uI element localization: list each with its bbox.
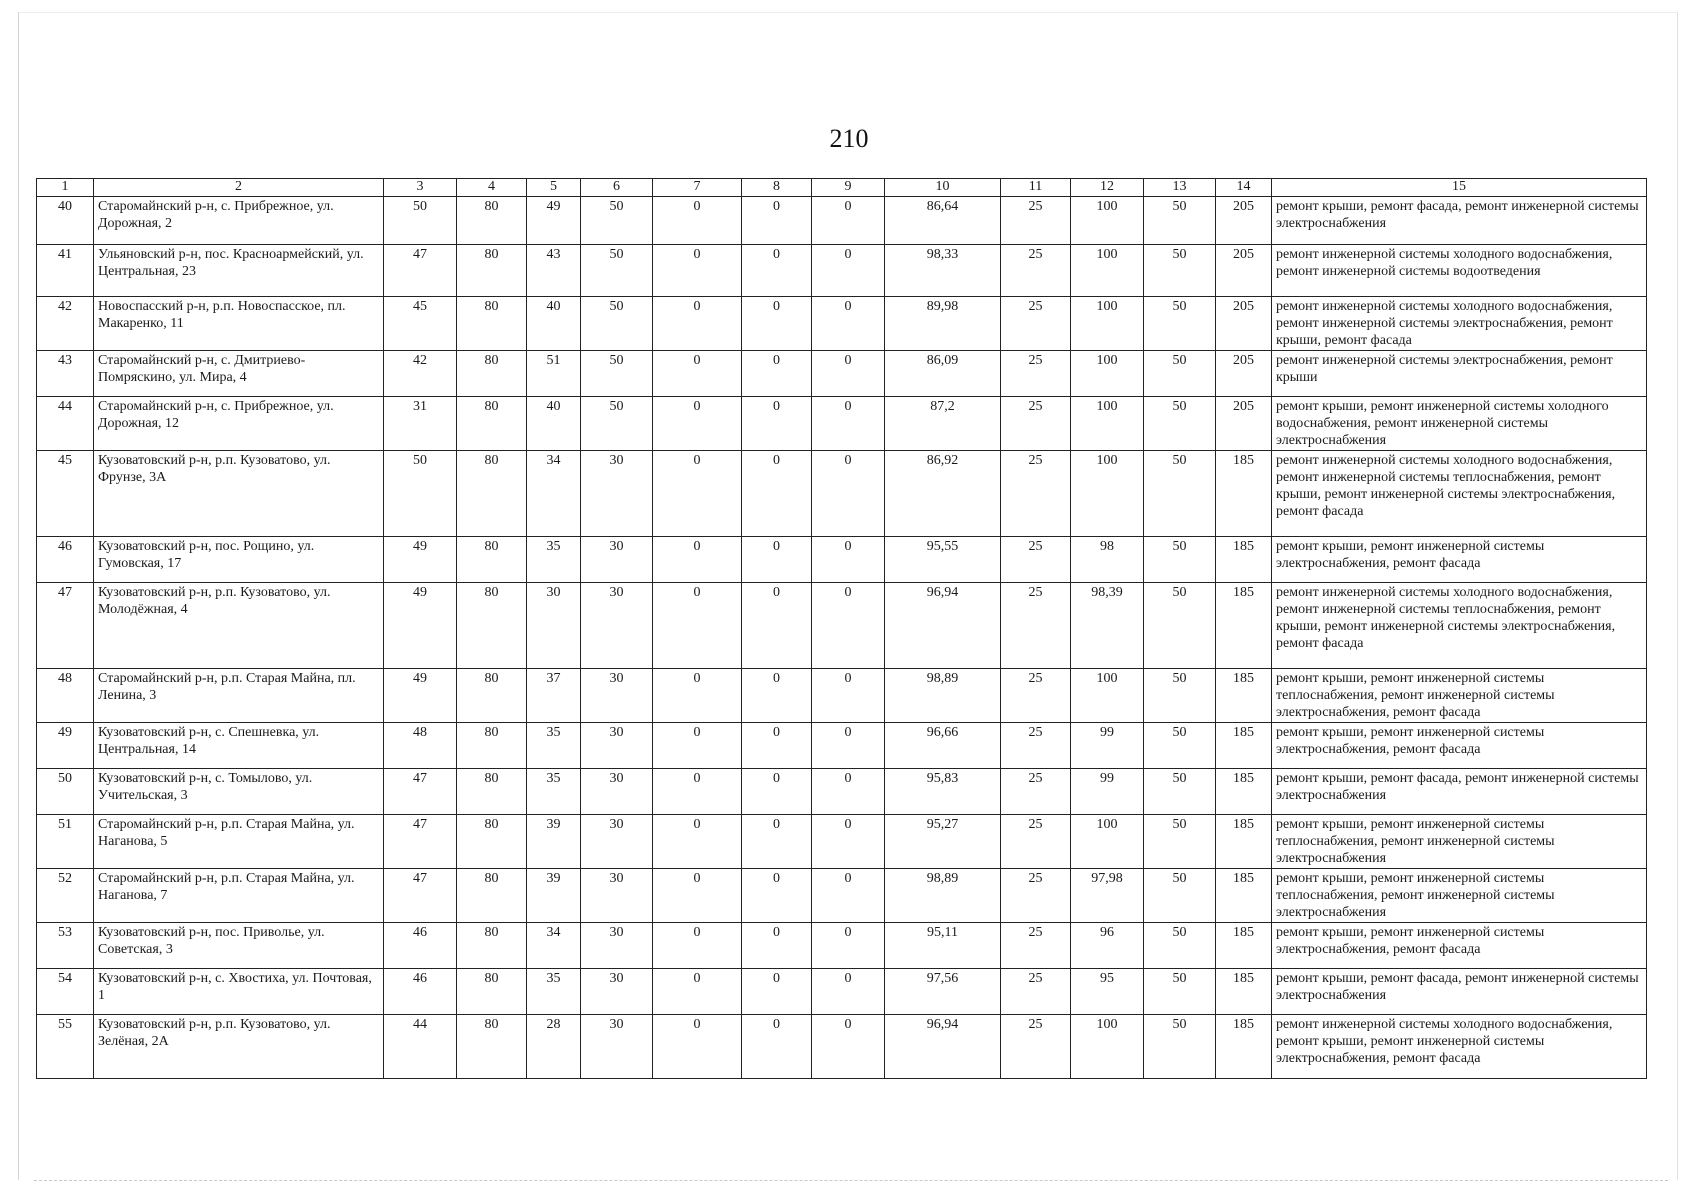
address-cell: Кузоватовский р-н, с. Хвостиха, ул. Почтовая, 1 (94, 969, 384, 1015)
works-cell: ремонт крыши, ремонт инженерной системы холодного водоснабжения, ремонт инженерной системы электроснабжения (1272, 397, 1647, 451)
column-header: 14 (1216, 179, 1272, 197)
value-cell: 96,66 (885, 723, 1001, 769)
row-number-cell: 44 (37, 397, 94, 451)
value-cell: 0 (742, 1015, 812, 1079)
value-cell: 30 (581, 1015, 653, 1079)
value-cell: 98,89 (885, 869, 1001, 923)
address-cell: Кузоватовский р-н, с. Спешневка, ул. Центральная, 14 (94, 723, 384, 769)
value-cell: 0 (653, 451, 742, 537)
value-cell: 0 (653, 869, 742, 923)
value-cell: 0 (742, 397, 812, 451)
value-cell: 0 (742, 923, 812, 969)
value-cell: 96,94 (885, 1015, 1001, 1079)
value-cell: 86,92 (885, 451, 1001, 537)
value-cell: 35 (527, 769, 581, 815)
works-cell: ремонт инженерной системы холодного водоснабжения, ремонт инженерной системы водоотведения (1272, 245, 1647, 297)
value-cell: 86,09 (885, 351, 1001, 397)
value-cell: 50 (1144, 451, 1216, 537)
value-cell: 25 (1001, 723, 1071, 769)
value-cell: 80 (457, 815, 527, 869)
value-cell: 49 (527, 197, 581, 245)
column-header: 1 (37, 179, 94, 197)
works-cell: ремонт инженерной системы холодного водоснабжения, ремонт крыши, ремонт инженерной системы электроснабжения, ремонт фасада (1272, 1015, 1647, 1079)
value-cell: 0 (653, 537, 742, 583)
works-cell: ремонт крыши, ремонт инженерной системы электроснабжения, ремонт фасада (1272, 923, 1647, 969)
value-cell: 98,33 (885, 245, 1001, 297)
value-cell: 50 (1144, 197, 1216, 245)
value-cell: 30 (581, 669, 653, 723)
value-cell: 25 (1001, 969, 1071, 1015)
value-cell: 0 (742, 197, 812, 245)
value-cell: 0 (653, 669, 742, 723)
value-cell: 0 (812, 923, 885, 969)
value-cell: 80 (457, 723, 527, 769)
row-number-cell: 50 (37, 769, 94, 815)
value-cell: 0 (812, 245, 885, 297)
value-cell: 95,27 (885, 815, 1001, 869)
value-cell: 0 (812, 351, 885, 397)
value-cell: 80 (457, 537, 527, 583)
value-cell: 87,2 (885, 397, 1001, 451)
address-cell: Кузоватовский р-н, пос. Рощино, ул. Гумовская, 17 (94, 537, 384, 583)
value-cell: 50 (1144, 769, 1216, 815)
value-cell: 25 (1001, 769, 1071, 815)
works-cell: ремонт крыши, ремонт инженерной системы электроснабжения, ремонт фасада (1272, 537, 1647, 583)
value-cell: 25 (1001, 669, 1071, 723)
value-cell: 100 (1071, 669, 1144, 723)
value-cell: 185 (1216, 969, 1272, 1015)
value-cell: 0 (812, 869, 885, 923)
value-cell: 49 (384, 669, 457, 723)
value-cell: 0 (742, 969, 812, 1015)
value-cell: 185 (1216, 537, 1272, 583)
value-cell: 0 (812, 583, 885, 669)
value-cell: 49 (384, 583, 457, 669)
register-table (36, 178, 1647, 1079)
page-number: 210 (829, 124, 869, 153)
value-cell: 0 (742, 351, 812, 397)
column-header: 10 (885, 179, 1001, 197)
value-cell: 0 (812, 1015, 885, 1079)
column-header: 7 (653, 179, 742, 197)
value-cell: 25 (1001, 351, 1071, 397)
value-cell: 50 (1144, 669, 1216, 723)
value-cell: 97,56 (885, 969, 1001, 1015)
value-cell: 40 (527, 397, 581, 451)
value-cell: 80 (457, 197, 527, 245)
row-number-cell: 43 (37, 351, 94, 397)
value-cell: 185 (1216, 451, 1272, 537)
value-cell: 44 (384, 1015, 457, 1079)
works-cell: ремонт крыши, ремонт инженерной системы теплоснабжения, ремонт инженерной системы электроснабжения (1272, 869, 1647, 923)
address-cell: Старомайнский р-н, р.п. Старая Майна, ул. Наганова, 5 (94, 815, 384, 869)
value-cell: 80 (457, 1015, 527, 1079)
value-cell: 98 (1071, 537, 1144, 583)
value-cell: 30 (527, 583, 581, 669)
value-cell: 50 (1144, 923, 1216, 969)
value-cell: 50 (1144, 537, 1216, 583)
value-cell: 48 (384, 723, 457, 769)
value-cell: 0 (653, 297, 742, 351)
value-cell: 0 (742, 297, 812, 351)
value-cell: 42 (384, 351, 457, 397)
row-number-cell: 45 (37, 451, 94, 537)
value-cell: 50 (1144, 397, 1216, 451)
value-cell: 95,83 (885, 769, 1001, 815)
works-cell: ремонт крыши, ремонт инженерной системы теплоснабжения, ремонт инженерной системы электроснабжения, ремонт фасада (1272, 669, 1647, 723)
value-cell: 0 (812, 451, 885, 537)
table-row (37, 451, 1647, 537)
value-cell: 45 (384, 297, 457, 351)
value-cell: 0 (653, 583, 742, 669)
value-cell: 47 (384, 245, 457, 297)
value-cell: 25 (1001, 397, 1071, 451)
row-number-cell: 46 (37, 537, 94, 583)
value-cell: 205 (1216, 245, 1272, 297)
value-cell: 185 (1216, 1015, 1272, 1079)
address-cell: Старомайнский р-н, с. Прибрежное, ул. Дорожная, 12 (94, 397, 384, 451)
value-cell: 50 (1144, 583, 1216, 669)
value-cell: 96,94 (885, 583, 1001, 669)
value-cell: 50 (1144, 1015, 1216, 1079)
value-cell: 185 (1216, 869, 1272, 923)
address-cell: Старомайнский р-н, р.п. Старая Майна, пл. Ленина, 3 (94, 669, 384, 723)
value-cell: 50 (581, 197, 653, 245)
value-cell: 43 (527, 245, 581, 297)
value-cell: 80 (457, 397, 527, 451)
value-cell: 50 (1144, 245, 1216, 297)
value-cell: 30 (581, 869, 653, 923)
table-row (37, 297, 1647, 351)
row-number-cell: 48 (37, 669, 94, 723)
works-cell: ремонт инженерной системы холодного водоснабжения, ремонт инженерной системы электроснабжения, ремонт крыши, ремонт фасада (1272, 297, 1647, 351)
value-cell: 50 (1144, 869, 1216, 923)
value-cell: 25 (1001, 245, 1071, 297)
value-cell: 0 (812, 969, 885, 1015)
value-cell: 34 (527, 923, 581, 969)
table-header (37, 179, 1647, 197)
value-cell: 0 (653, 351, 742, 397)
value-cell: 50 (1144, 297, 1216, 351)
row-number-cell: 53 (37, 923, 94, 969)
value-cell: 25 (1001, 583, 1071, 669)
value-cell: 0 (812, 769, 885, 815)
value-cell: 0 (653, 245, 742, 297)
row-number-cell: 47 (37, 583, 94, 669)
value-cell: 47 (384, 869, 457, 923)
row-number-cell: 54 (37, 969, 94, 1015)
row-number-cell: 51 (37, 815, 94, 869)
address-cell: Кузоватовский р-н, пос. Приволье, ул. Советская, 3 (94, 923, 384, 969)
works-cell: ремонт крыши, ремонт фасада, ремонт инженерной системы электроснабжения (1272, 769, 1647, 815)
value-cell: 25 (1001, 197, 1071, 245)
value-cell: 30 (581, 451, 653, 537)
row-number-cell: 55 (37, 1015, 94, 1079)
value-cell: 0 (653, 923, 742, 969)
value-cell: 100 (1071, 397, 1144, 451)
value-cell: 185 (1216, 769, 1272, 815)
row-number-cell: 41 (37, 245, 94, 297)
value-cell: 25 (1001, 297, 1071, 351)
value-cell: 98,89 (885, 669, 1001, 723)
value-cell: 50 (581, 351, 653, 397)
column-header: 12 (1071, 179, 1144, 197)
address-cell: Ульяновский р-н, пос. Красноармейский, ул. Центральная, 23 (94, 245, 384, 297)
value-cell: 205 (1216, 351, 1272, 397)
value-cell: 0 (812, 297, 885, 351)
works-cell: ремонт крыши, ремонт фасада, ремонт инженерной системы электроснабжения (1272, 197, 1647, 245)
value-cell: 50 (581, 245, 653, 297)
column-number-row (37, 179, 1647, 197)
address-cell: Кузоватовский р-н, р.п. Кузоватово, ул. Зелёная, 2А (94, 1015, 384, 1079)
value-cell: 50 (1144, 351, 1216, 397)
value-cell: 100 (1071, 297, 1144, 351)
table-row (37, 245, 1647, 297)
value-cell: 86,64 (885, 197, 1001, 245)
value-cell: 96 (1071, 923, 1144, 969)
value-cell: 0 (742, 769, 812, 815)
column-header: 11 (1001, 179, 1071, 197)
value-cell: 80 (457, 669, 527, 723)
value-cell: 99 (1071, 723, 1144, 769)
value-cell: 0 (653, 769, 742, 815)
value-cell: 0 (653, 815, 742, 869)
value-cell: 35 (527, 969, 581, 1015)
value-cell: 205 (1216, 197, 1272, 245)
value-cell: 100 (1071, 351, 1144, 397)
table-row (37, 769, 1647, 815)
value-cell: 80 (457, 351, 527, 397)
row-number-cell: 49 (37, 723, 94, 769)
value-cell: 40 (527, 297, 581, 351)
address-cell: Кузоватовский р-н, р.п. Кузоватово, ул. Молодёжная, 4 (94, 583, 384, 669)
value-cell: 0 (742, 869, 812, 923)
works-cell: ремонт инженерной системы холодного водоснабжения, ремонт инженерной системы теплоснабжения, ремонт крыши, ремонт инженерной системы электроснабжения, ремонт фасада (1272, 451, 1647, 537)
column-header: 2 (94, 179, 384, 197)
value-cell: 50 (1144, 723, 1216, 769)
works-cell: ремонт крыши, ремонт инженерной системы теплоснабжения, ремонт инженерной системы электроснабжения (1272, 815, 1647, 869)
table-row (37, 923, 1647, 969)
column-header: 8 (742, 179, 812, 197)
value-cell: 50 (1144, 969, 1216, 1015)
value-cell: 95,55 (885, 537, 1001, 583)
table-row (37, 537, 1647, 583)
value-cell: 0 (742, 245, 812, 297)
value-cell: 0 (653, 397, 742, 451)
table-row (37, 351, 1647, 397)
works-cell: ремонт крыши, ремонт фасада, ремонт инженерной системы электроснабжения (1272, 969, 1647, 1015)
value-cell: 185 (1216, 669, 1272, 723)
column-header: 13 (1144, 179, 1216, 197)
table-row (37, 197, 1647, 245)
value-cell: 0 (812, 815, 885, 869)
value-cell: 80 (457, 969, 527, 1015)
value-cell: 205 (1216, 297, 1272, 351)
value-cell: 25 (1001, 537, 1071, 583)
value-cell: 0 (812, 397, 885, 451)
value-cell: 30 (581, 583, 653, 669)
value-cell: 0 (812, 723, 885, 769)
value-cell: 80 (457, 583, 527, 669)
address-cell: Старомайнский р-н, с. Дмитриево-Помряскино, ул. Мира, 4 (94, 351, 384, 397)
value-cell: 51 (527, 351, 581, 397)
value-cell: 50 (384, 451, 457, 537)
value-cell: 100 (1071, 245, 1144, 297)
value-cell: 80 (457, 451, 527, 537)
table-row (37, 669, 1647, 723)
scan-bottom-edge (34, 1180, 1668, 1181)
value-cell: 99 (1071, 769, 1144, 815)
works-cell: ремонт инженерной системы электроснабжения, ремонт крыши (1272, 351, 1647, 397)
table-row (37, 397, 1647, 451)
value-cell: 98,39 (1071, 583, 1144, 669)
table-row (37, 815, 1647, 869)
value-cell: 205 (1216, 397, 1272, 451)
value-cell: 0 (742, 723, 812, 769)
value-cell: 0 (742, 451, 812, 537)
table-row (37, 969, 1647, 1015)
value-cell: 46 (384, 923, 457, 969)
works-cell: ремонт инженерной системы холодного водоснабжения, ремонт инженерной системы теплоснабжения, ремонт крыши, ремонт инженерной системы электроснабжения, ремонт фасада (1272, 583, 1647, 669)
value-cell: 185 (1216, 583, 1272, 669)
value-cell: 100 (1071, 1015, 1144, 1079)
value-cell: 80 (457, 923, 527, 969)
value-cell: 49 (384, 537, 457, 583)
column-header: 15 (1272, 179, 1647, 197)
value-cell: 47 (384, 815, 457, 869)
table-body (37, 197, 1647, 1079)
value-cell: 50 (581, 397, 653, 451)
value-cell: 0 (653, 969, 742, 1015)
value-cell: 0 (812, 669, 885, 723)
value-cell: 30 (581, 815, 653, 869)
value-cell: 185 (1216, 723, 1272, 769)
value-cell: 50 (1144, 815, 1216, 869)
value-cell: 34 (527, 451, 581, 537)
address-cell: Старомайнский р-н, р.п. Старая Майна, ул. Наганова, 7 (94, 869, 384, 923)
value-cell: 50 (384, 197, 457, 245)
value-cell: 80 (457, 869, 527, 923)
address-cell: Старомайнский р-н, с. Прибрежное, ул. Дорожная, 2 (94, 197, 384, 245)
value-cell: 25 (1001, 815, 1071, 869)
column-header: 6 (581, 179, 653, 197)
value-cell: 185 (1216, 815, 1272, 869)
value-cell: 30 (581, 537, 653, 583)
value-cell: 35 (527, 723, 581, 769)
table-row (37, 1015, 1647, 1079)
value-cell: 28 (527, 1015, 581, 1079)
value-cell: 37 (527, 669, 581, 723)
value-cell: 50 (581, 297, 653, 351)
value-cell: 25 (1001, 923, 1071, 969)
value-cell: 30 (581, 969, 653, 1015)
table-row (37, 869, 1647, 923)
value-cell: 25 (1001, 451, 1071, 537)
row-number-cell: 42 (37, 297, 94, 351)
value-cell: 30 (581, 923, 653, 969)
value-cell: 35 (527, 537, 581, 583)
value-cell: 97,98 (1071, 869, 1144, 923)
value-cell: 0 (742, 669, 812, 723)
table-row (37, 583, 1647, 669)
value-cell: 0 (653, 197, 742, 245)
table-row (37, 723, 1647, 769)
column-header: 3 (384, 179, 457, 197)
value-cell: 100 (1071, 197, 1144, 245)
column-header: 9 (812, 179, 885, 197)
column-header: 4 (457, 179, 527, 197)
value-cell: 0 (742, 815, 812, 869)
column-header: 5 (527, 179, 581, 197)
value-cell: 89,98 (885, 297, 1001, 351)
value-cell: 80 (457, 297, 527, 351)
value-cell: 39 (527, 815, 581, 869)
value-cell: 185 (1216, 923, 1272, 969)
value-cell: 25 (1001, 869, 1071, 923)
address-cell: Кузоватовский р-н, с. Томылово, ул. Учительская, 3 (94, 769, 384, 815)
value-cell: 95,11 (885, 923, 1001, 969)
address-cell: Новоспасский р-н, р.п. Новоспасское, пл. Макаренко, 11 (94, 297, 384, 351)
address-cell: Кузоватовский р-н, р.п. Кузоватово, ул. Фрунзе, 3А (94, 451, 384, 537)
value-cell: 0 (653, 1015, 742, 1079)
value-cell: 0 (742, 583, 812, 669)
value-cell: 30 (581, 723, 653, 769)
value-cell: 47 (384, 769, 457, 815)
row-number-cell: 52 (37, 869, 94, 923)
value-cell: 95 (1071, 969, 1144, 1015)
value-cell: 0 (812, 537, 885, 583)
value-cell: 80 (457, 769, 527, 815)
value-cell: 30 (581, 769, 653, 815)
value-cell: 80 (457, 245, 527, 297)
value-cell: 25 (1001, 1015, 1071, 1079)
value-cell: 31 (384, 397, 457, 451)
value-cell: 39 (527, 869, 581, 923)
value-cell: 46 (384, 969, 457, 1015)
works-cell: ремонт крыши, ремонт инженерной системы электроснабжения, ремонт фасада (1272, 723, 1647, 769)
value-cell: 100 (1071, 815, 1144, 869)
value-cell: 0 (812, 197, 885, 245)
value-cell: 0 (742, 537, 812, 583)
row-number-cell: 40 (37, 197, 94, 245)
value-cell: 0 (653, 723, 742, 769)
value-cell: 100 (1071, 451, 1144, 537)
